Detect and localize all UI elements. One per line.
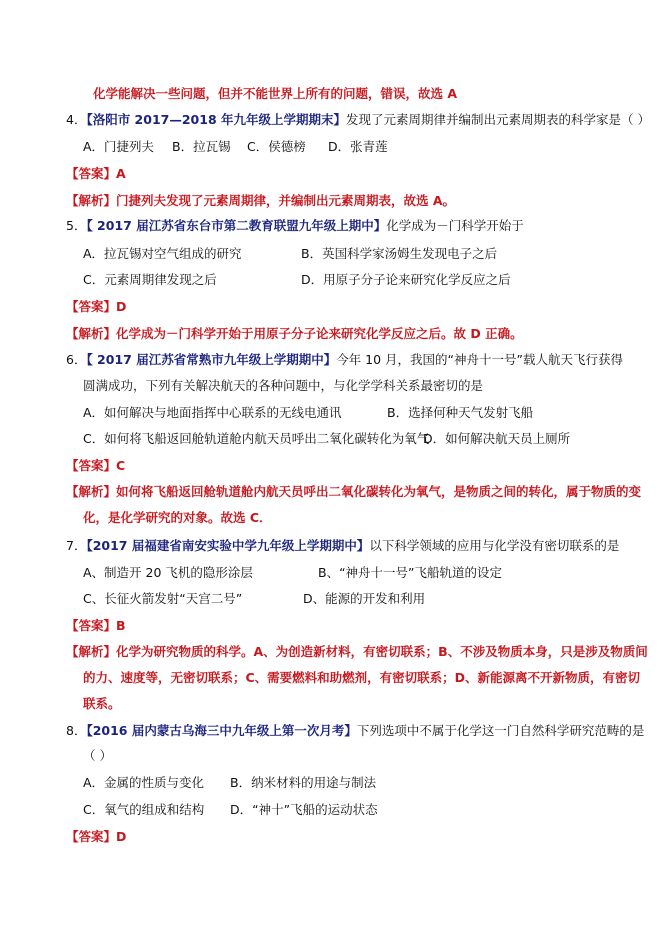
option-c: C．侯德榜 — [247, 139, 306, 154]
question-number: 8． — [66, 723, 87, 738]
option-c: C、长征火箭发射“天宫二号” — [83, 591, 243, 606]
question-5 — [66, 218, 524, 234]
answer-label: 【答案】D — [66, 299, 127, 314]
option-a: A．如何解决与地面指挥中心联系的无线电通讯 — [83, 405, 342, 420]
question-stem: 以下科学领域的应用与化学没有密切联系的是 — [369, 538, 620, 553]
intro-analysis-line: 化学能解决一些问题，但并不能世界上所有的问题，错误，故选 A — [93, 86, 458, 101]
analysis-text-continued: 联系。 — [83, 696, 121, 711]
option-a: A、制造开 20 飞机的隐形涂层 — [83, 565, 253, 580]
question-source: 【洛阳市 2017—2018 年九年级上学期期末】 — [86, 112, 346, 127]
answer-label: 【答案】D — [66, 829, 127, 844]
option-d: D．如何解决航天员上厕所 — [423, 431, 571, 446]
option-d: D、能源的开发和利用 — [303, 591, 426, 606]
analysis-text: 【解析】门捷列夫发现了元素周期律，并编制出元素周期表，故选 A。 — [66, 193, 456, 208]
question-stem: 今年 10 月，我国的“神舟十一号”载人航天飞行获得 — [336, 352, 624, 367]
option-a: A．门捷列夫 — [83, 139, 155, 154]
question-number: 7． — [66, 538, 87, 553]
option-c: C．氧气的组成和结构 — [83, 802, 205, 817]
option-b: B．拉瓦锡 — [172, 139, 231, 154]
question-source: 【 2017 届江苏省常熟市九年级上学期期中】 — [86, 352, 337, 367]
option-d: D．用原子分子论来研究化学反应之后 — [301, 272, 511, 287]
option-d: D．“神十”飞船的运动状态 — [230, 802, 378, 817]
answer-label: 【答案】A — [66, 166, 126, 181]
analysis-text-continued: 的力、速度等，无密切联系；C、需要燃料和助燃剂，有密切联系；D、新能源离不开新物质，有密切 — [83, 670, 641, 685]
question-stem: 发现了元素周期律并编制出元素周期表的科学家是（ ） — [346, 112, 650, 127]
question-stem: 下列选项中不属于化学这一门自然科学研究范畴的是 — [356, 723, 645, 738]
question-source: 【 2017 届江苏省东台市第二教育联盟九年级上期中】 — [86, 218, 387, 233]
question-7 — [66, 538, 619, 554]
analysis-text: 【解析】化学为研究物质的科学。A、为创造新材料，有密切联系；B、不涉及物质本身，只是涉及物质间 — [66, 644, 648, 659]
question-8 — [66, 723, 644, 739]
answer-label: 【答案】B — [66, 618, 126, 633]
question-number: 6． — [66, 352, 87, 367]
option-c: C．元素周期律发现之后 — [83, 272, 217, 287]
question-4 — [66, 112, 650, 128]
question-6 — [66, 352, 623, 368]
answer-parentheses: （ ） — [83, 748, 112, 763]
option-a: A．金属的性质与变化 — [83, 775, 205, 790]
question-number: 5． — [66, 218, 87, 233]
option-b: B．纳米材料的用途与制法 — [230, 775, 377, 790]
question-stem: 化学成为－门科学开始于 — [386, 218, 524, 233]
analysis-text-continued: 化，是化学研究的对象。故选 C． — [83, 510, 272, 525]
question-source: 【2017 届福建省南安实验中学九年级上学期期中】 — [86, 538, 370, 553]
analysis-text: 【解析】如何将飞船返回舱轨道舱内航天员呼出二氧化碳转化为氧气，是物质之间的转化，属于物质的变 — [66, 484, 642, 499]
question-number: 4． — [66, 112, 87, 127]
option-d: D．张青莲 — [328, 139, 388, 154]
option-a: A．拉瓦锡对空气组成的研究 — [83, 246, 242, 261]
analysis-text: 【解析】化学成为－门科学开始于用原子分子论来研究化学反应之后。故 D 正确。 — [66, 326, 523, 341]
option-b: B．选择何种天气发射飞船 — [387, 405, 534, 420]
option-b: B．英国科学家汤姆生发现电子之后 — [301, 246, 498, 261]
question-stem-continued: 圆满成功，下列有关解决航天的各种问题中，与化学学科关系最密切的是 — [83, 378, 484, 393]
answer-label: 【答案】C — [66, 458, 126, 473]
option-c: C．如何将飞船返回舱轨道舱内航天员呼出二氧化碳转化为氧气 — [83, 431, 430, 446]
option-b: B、“神舟十一号”飞船轨道的设定 — [318, 565, 503, 580]
question-source: 【2016 届内蒙古乌海三中九年级上第一次月考】 — [86, 723, 357, 738]
